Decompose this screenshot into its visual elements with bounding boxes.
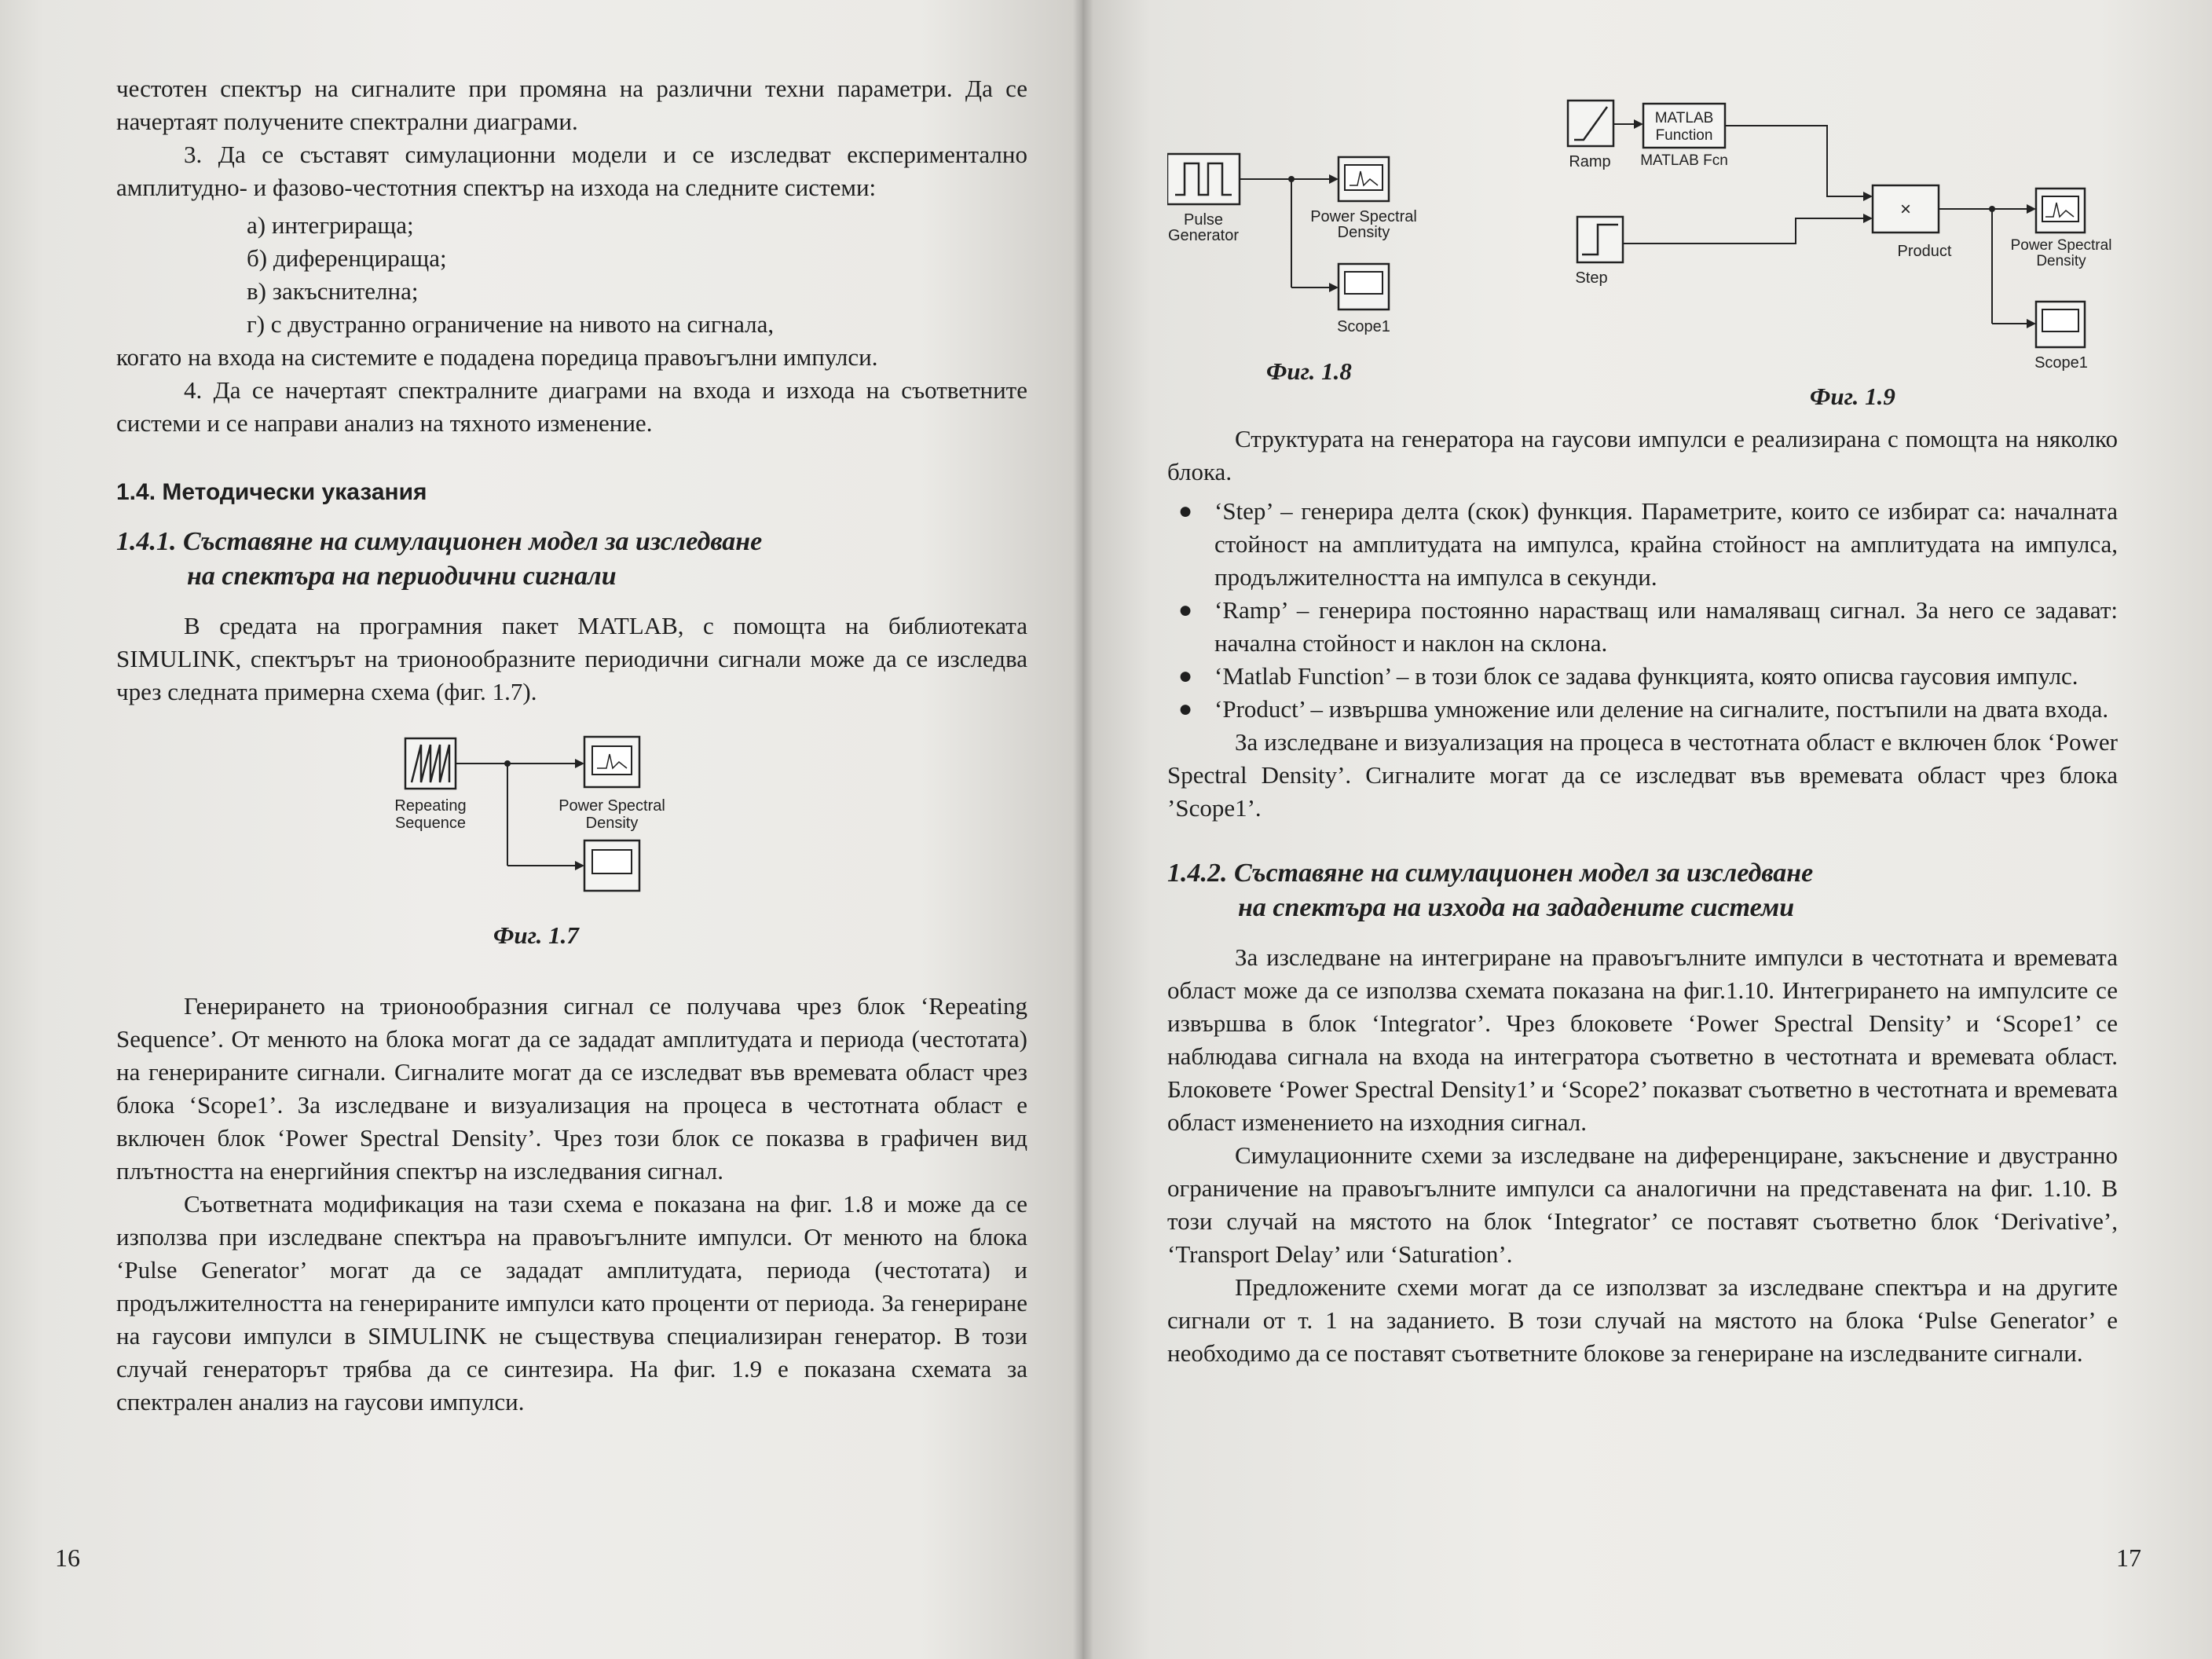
bullet-icon: ● [1178,696,1193,722]
psd-label-1: Power Spectral [1310,208,1417,225]
list-item: г) с двустранно ограничение на нивото на сигнала, [247,310,775,338]
bullet-text: ‘Product’ – извършва умножение или деление на сигналите, постъпили на двата входа. [1214,695,2109,723]
list-item [1167,495,2118,594]
list-item: б) диференцираща; [247,244,447,272]
repeating-sequence-label-1: Repeating [394,797,467,815]
paragraph-pulse-generator: Съответната модификация на тази схема е показана на фиг. 1.8 и може да се използва при изследване спектъра на правоъгълните импулси. От менюто на блока ‘Pulse Generator’ могат да се зададат амплитудата, периода (честотата) и продължителността на генерираните импулси като проценти от периода. За генериране на гаусови импулси в SIMULINK не съществува специализиран генератор. В този случай генераторът трябва да се синтезира. На фиг. 1.9 е показана схемата за спектрален анализ на гаусови импулси. [116,1190,1027,1415]
list-item [1167,660,2118,693]
after-list: когато на входа на системите е подадена поредица правоъгълни импулси. [116,343,878,371]
system-list [116,209,1027,341]
step-label: Step [1575,269,1608,287]
repeating-sequence-label-2: Sequence [394,815,467,832]
section-title: 1.4. Методически указания [116,479,427,505]
subsection-title-line-2: на спектъра на изхода на зададените системи [1238,893,1795,922]
scope-label: Scope1 [2034,354,2088,372]
list-item [1167,594,2118,660]
matlab-fcn-label: MATLAB Fcn [1640,152,1728,169]
intro-line-1: честотен спектър на сигналите при промяна на различни техни параметри. Да се начертаят получените спектрални диаграми. [116,75,1027,135]
subsection-title [116,525,1027,594]
figure-1-7-caption: Фиг. 1.7 [493,921,579,949]
paragraph-matlab: В средата на програмния пакет MATLAB, с помощта на библиотеката SIMULINK, спектърът на трионообразните периодични сигнали може да се изследва чрез следната примерна схема (фиг. 1.7). [116,612,1027,705]
subsection-title-line-2: на спектъра на периодични сигнали [187,562,617,591]
block-list [1167,495,2118,726]
left-page [0,0,1082,1659]
page-number: 16 [55,1544,80,1572]
book-gutter [1073,0,1093,1659]
figure-1-9-caption: Фиг. 1.9 [1810,383,1895,410]
psd-screen-icon [1345,165,1382,190]
list-item: а) интегрираща; [247,211,414,239]
bullet-text: ‘Matlab Function’ – в този блок се задава функцията, която описва гаусовия импулс. [1214,662,2078,690]
subsection-title [1167,856,2118,925]
figures-1-8-1-9 [1167,79,2118,408]
task-4: 4. Да се начертаят спектралните диаграми на входа и изхода на съответните системи и се направи анализ на тяхното изменение. [116,376,1027,437]
arrow-icon [1863,214,1873,223]
wire [1623,218,1863,244]
figure-1-9-diagram [1568,101,2111,372]
arrow-icon [1329,174,1339,184]
arrow-icon [1634,119,1643,129]
arrow-icon [2027,319,2036,328]
bullet-icon: ● [1178,498,1193,524]
pulse-generator-block [1167,154,1240,204]
bullet-icon: ● [1178,663,1193,689]
arrow-icon [2027,204,2036,214]
psd-screen-icon [592,746,632,775]
arrow-icon [1329,283,1339,292]
scope-screen-icon [1345,272,1382,294]
paragraph-psd: За изследване и визуализация на процеса в честотната област е включен блок ‘Power Spectral Density’. Сигналите могат да се изследват във времевата област чрез блока ’Scope1’. [1167,728,2118,822]
pulse-generator-label-2: Generator [1167,227,1240,244]
scope-screen-icon [2042,309,2078,331]
bullet-text: ‘Step’ – генерира делта (скок) функция. Параметрите, които се избират са: началната стойност на амплитудата на импулса, крайна стойност на амплитудата на импулса, продължителността на импулса в секунди. [1214,497,2118,591]
figure-1-8-caption: Фиг. 1.8 [1266,357,1352,385]
figure-1-8-diagram [1167,154,1417,335]
bullet-icon: ● [1178,597,1193,623]
arrow-icon [1863,192,1873,201]
scope-screen-icon [592,850,632,873]
page-number: 17 [2116,1544,2141,1572]
product-symbol: × [1899,199,1912,220]
psd-label-1: Power Spectral [2010,237,2112,254]
pulse-generator-label-1: Pulse [1183,211,1224,229]
ramp-label: Ramp [1569,153,1611,170]
paragraph-repeating-sequence: Генерирането на трионообразния сигнал се получава чрез блок ‘Repeating Sequence’. От менюто на блока могат да се зададат амплитудата и периода (честотата) на генерираните сигнали. Сигналите могат да се изследват във времевата област чрез блока ‘Scope1’. За изследване и визуализация на процеса в честотната област е включен блок ‘Power Spectral Density’. Чрез този блок се показва в графичен вид плътността на енергийния спектър на изследвания сигнал. [116,992,1027,1185]
arrow-icon [575,759,584,768]
paragraph-integrator: За изследване на интегриране на правоъгълните импулси в честотната и времевата област може да се използва схемата показана на фиг.1.10. Интегрирането на импулсите се извършва в блок ‘Integrator’. Чрез блоковете ‘Power Spectral Density’ и ‘Scope1’ се наблюдава сигнала на входа на интегратора съответно в честотната и времевата област. Блоковете ‘Power Spectral Density1’ и ‘Scope2’ показват съответно в честотната и времевата област изменението на изходния сигнал. [1167,943,2118,1136]
matlab-function-text-2: Function [1655,127,1713,144]
list-item: в) закъснителна; [247,277,419,305]
product-label: Product [1897,243,1952,260]
arrow-icon [575,861,584,870]
bullet-text: ‘Ramp’ – генерира постоянно нарастващ или намаляващ сигнал. За него се задават: начална стойност и наклон на склона. [1214,596,2118,657]
psd-label-1: Power Spectral [558,797,665,815]
scope-label: Scope1 [1337,318,1390,335]
psd-label-2: Density [2036,253,2086,269]
psd-label-2: Density [585,815,639,832]
list-item [1167,693,2118,726]
psd-label-2: Density [1337,224,1390,241]
paragraph-other-systems: Симулационните схеми за изследване на диференциране, закъснение и двустранно ограничение на правоъгълните импулси са аналогични на представената на фиг. 1.10. В този случай на мястото на блок ‘Integrator’ се поставят съответно блок ‘Derivative’, ‘Transport Delay’ или ‘Saturation’. [1167,1141,2118,1268]
wire [1725,126,1863,196]
right-page [1082,0,2212,1659]
matlab-function-text-1: MATLAB [1654,110,1714,126]
figure-1-7 [116,731,1027,966]
paragraph-other-signals: Предложените схеми могат да се използват за изследване спектъра и на другите сигнали от т. 1 на заданието. В този случай на мястото на блока ‘Pulse Generator’ е необходимо да се поставят съответните блокове за генериране на изследваните сигнали. [1167,1273,2118,1367]
subsection-title-line-1: 1.4.1. Съставяне на симулационен модел за изследване [116,527,763,556]
step-block [1577,217,1623,262]
task-3: 3. Да се съставят симулационни модели и се изследват експериментално амплитудно- и фазово-честотния спектър на изхода на следните системи: [116,141,1027,201]
paragraph-gaussian-structure: Структурата на генератора на гаусови импулси е реализирана с помощта на няколко блока. [1167,425,2118,485]
psd-screen-icon [2042,196,2078,222]
subsection-title-line-1: 1.4.2. Съставяне на симулационен модел за изследване [1167,859,1814,888]
